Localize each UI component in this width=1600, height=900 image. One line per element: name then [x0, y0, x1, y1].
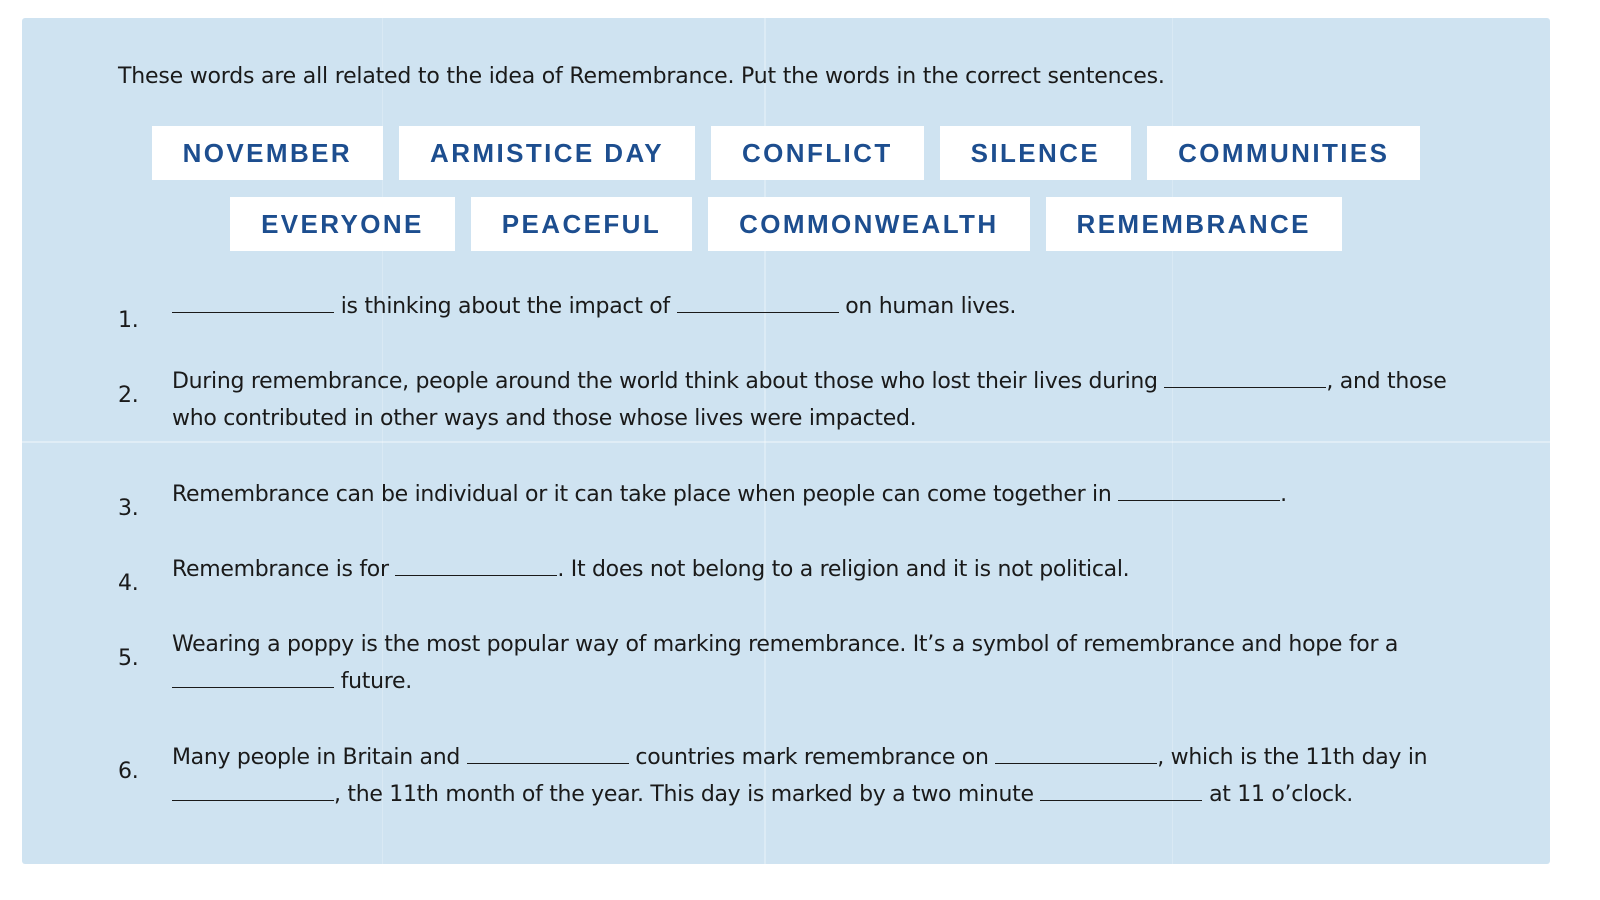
question-text: Remembrance can be individual or it can take place when people can come together in .: [172, 476, 1458, 513]
question-4: [118, 551, 1458, 596]
instruction-text: These words are all related to the idea of Remembrance. Put the words in the correct sentences.: [118, 64, 1165, 89]
question-number: 1.: [118, 308, 139, 333]
question-3: [118, 476, 1458, 521]
word-tile[interactable]: CONFLICT: [711, 126, 924, 180]
word-bank-row-2: [22, 197, 1550, 251]
question-text: Wearing a poppy is the most popular way of marking remembrance. It’s a symbol of remembrance and hope for a future.: [172, 632, 1399, 694]
question-text: Many people in Britain and countries mark remembrance on , which is the 11th day in , the 11th month of the year. This day is marked by a two minute at 11 o’clock.: [172, 739, 1458, 813]
word-tile[interactable]: EVERYONE: [230, 197, 455, 251]
word-bank-row-1: [22, 126, 1550, 180]
question-6: [118, 739, 1458, 813]
word-tile[interactable]: ARMISTICE DAY: [399, 126, 695, 180]
answer-blank[interactable]: [1040, 778, 1202, 801]
question-text: During remembrance, people around the world think about those who lost their lives during , and those who contributed in other ways and those whose lives were impacted.: [172, 363, 1458, 437]
answer-blank[interactable]: [395, 553, 557, 576]
word-tile[interactable]: PEACEFUL: [471, 197, 692, 251]
word-tile[interactable]: COMMONWEALTH: [708, 197, 1029, 251]
answer-blank[interactable]: [677, 290, 839, 313]
answer-blank[interactable]: [1164, 365, 1326, 388]
answer-blank[interactable]: [172, 665, 334, 688]
word-tile[interactable]: NOVEMBER: [152, 126, 383, 180]
question-number: 2.: [118, 383, 139, 408]
question-1: [118, 288, 1458, 333]
question-text: is thinking about the impact of on human lives.: [172, 288, 1458, 325]
answer-blank[interactable]: [1118, 478, 1280, 501]
question-number: 5.: [118, 646, 139, 671]
word-tile[interactable]: REMEMBRANCE: [1046, 197, 1342, 251]
question-5: [118, 626, 1458, 700]
answer-blank[interactable]: [467, 741, 629, 764]
word-tile[interactable]: COMMUNITIES: [1147, 126, 1420, 180]
answer-blank[interactable]: [172, 290, 334, 313]
worksheet-card: [22, 18, 1550, 864]
question-number: 3.: [118, 496, 139, 521]
answer-blank[interactable]: [995, 741, 1157, 764]
question-number: 4.: [118, 571, 139, 596]
question-number: 6.: [118, 759, 139, 784]
answer-blank[interactable]: [172, 778, 334, 801]
question-text: Remembrance is for . It does not belong to a religion and it is not political.: [172, 551, 1458, 588]
question-2: [118, 363, 1458, 437]
paper-fold-horizontal: [22, 441, 1550, 443]
word-tile[interactable]: SILENCE: [940, 126, 1131, 180]
